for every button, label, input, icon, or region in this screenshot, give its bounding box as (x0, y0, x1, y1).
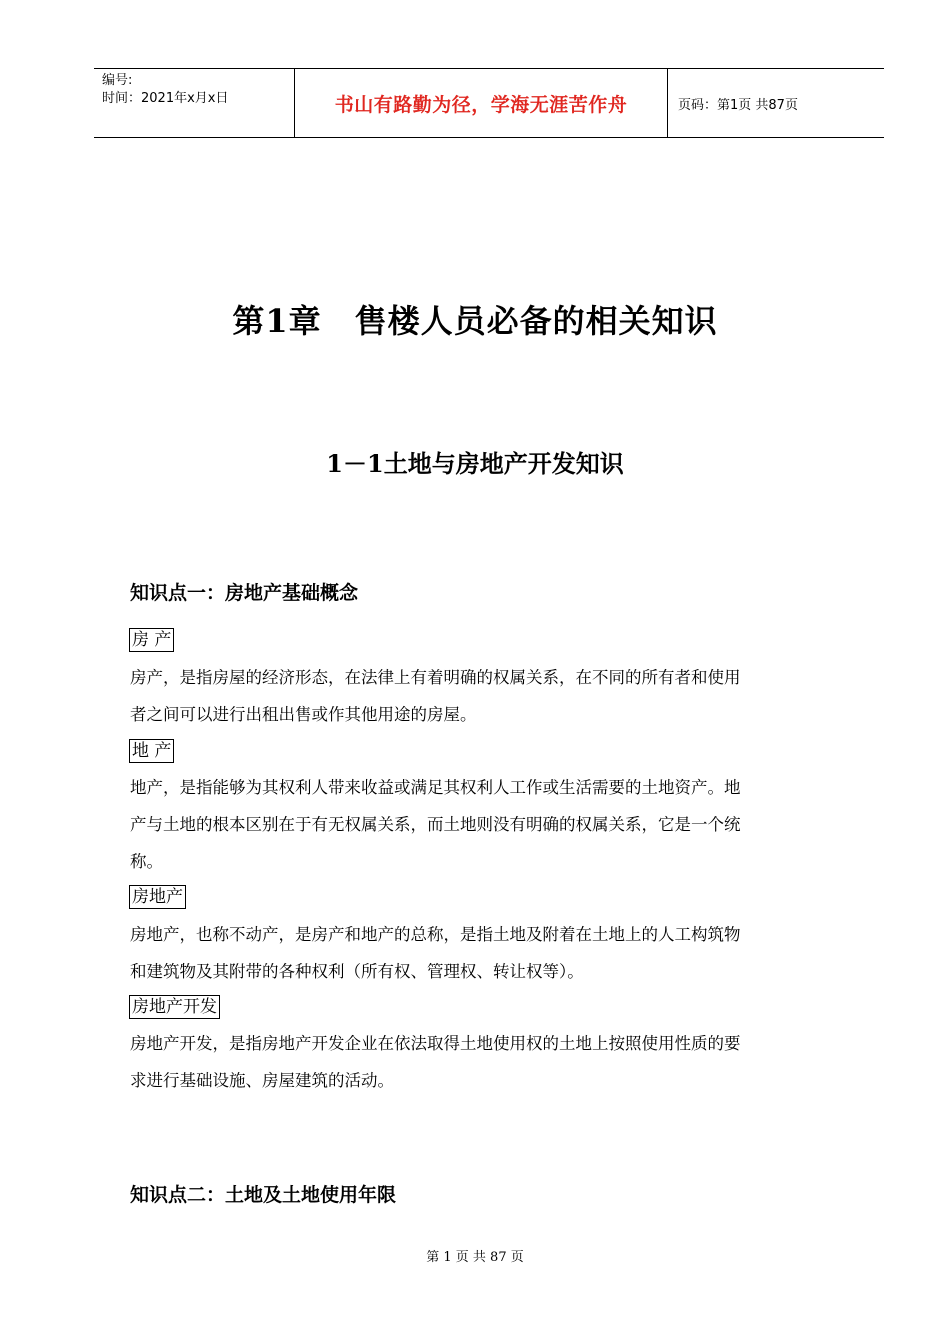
header-motto: 书山有路勤为径，学海无涯苦作舟 (295, 69, 668, 137)
term-definition (130, 916, 850, 990)
definition-line: 产与土地的根本区别在于有无权属关系，而土地则没有明确的权属关系，它是一个统 (130, 815, 741, 834)
time-label: 时间：2021年x月x日 (102, 91, 229, 106)
definition-line: 房地产开发，是指房地产开发企业在依法取得土地使用权的土地上按照使用性质的要 (130, 1034, 741, 1053)
page-footer: 第 1 页 共 87 页 (426, 1250, 524, 1265)
definition-line: 称。 (130, 852, 163, 871)
header-page-info: 页码：第1页 共87页 (678, 97, 798, 113)
chapter-title: 第1章 售楼人员必备的相关知识 (232, 302, 718, 340)
term-label: 房 产 (129, 628, 174, 652)
term-definition (130, 659, 850, 733)
term-definition (130, 769, 850, 880)
definition-line: 求进行基础设施、房屋建筑的活动。 (130, 1071, 394, 1090)
definition-line: 房地产，也称不动产，是房产和地产的总称，是指土地及附着在土地上的人工构筑物 (130, 925, 741, 944)
knowledge-point-heading: 知识点二：土地及土地使用年限 (130, 1184, 397, 1206)
definition-line: 和建筑物及其附带的各种权利（所有权、管理权、转让权等）。 (130, 962, 584, 981)
term-label: 房地产开发 (129, 995, 220, 1019)
knowledge-point-heading: 知识点一：房地产基础概念 (130, 582, 359, 604)
term-definition (130, 1025, 850, 1099)
number-label: 编号: (102, 73, 133, 88)
definition-line: 地产，是指能够为其权利人带来收益或满足其权利人工作或生活需要的土地资产。地 (130, 778, 741, 797)
term-label: 地 产 (129, 739, 174, 763)
page-header (94, 68, 884, 138)
header-meta-cell (94, 69, 295, 137)
definition-line: 房产，是指房屋的经济形态，在法律上有着明确的权属关系，在不同的所有者和使用 (130, 668, 741, 687)
term-label: 房地产 (129, 885, 186, 909)
section-title: 1－1土地与房地产开发知识 (326, 449, 624, 478)
definition-line: 者之间可以进行出租出售或作其他用途的房屋。 (130, 705, 477, 724)
